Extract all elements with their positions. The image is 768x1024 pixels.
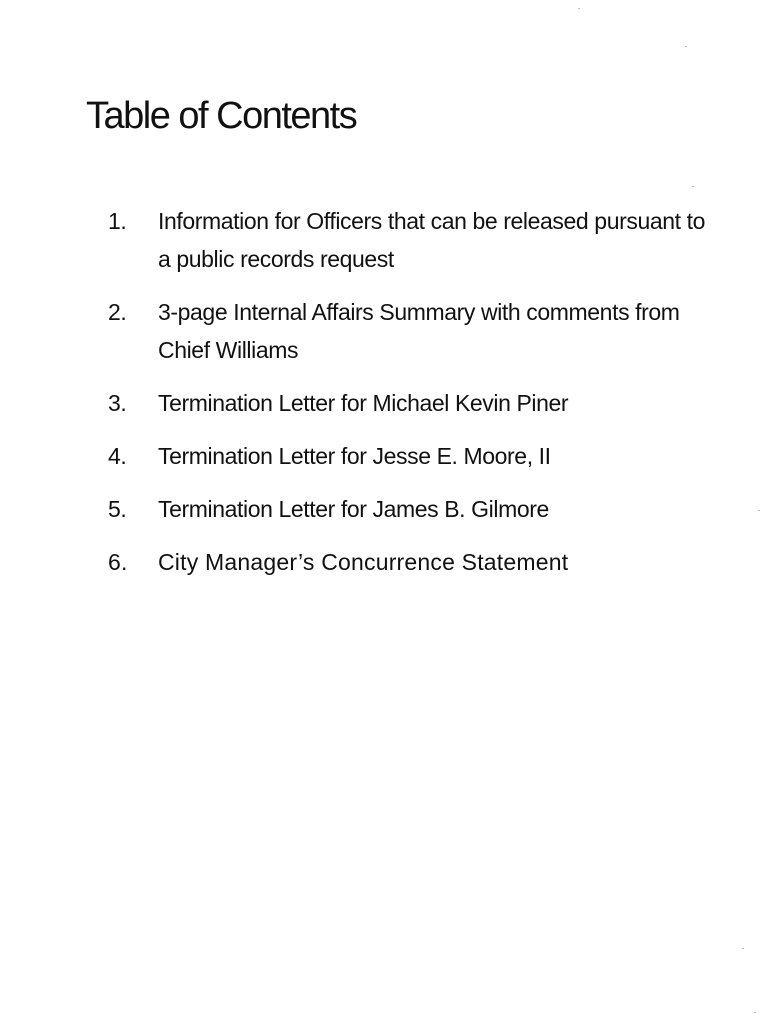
scan-speck <box>692 186 694 187</box>
toc-item-number: 4. <box>108 443 127 469</box>
scan-speck <box>754 1012 756 1013</box>
toc-item-number: 3. <box>108 390 127 416</box>
table-of-contents-list <box>108 202 708 596</box>
toc-item-text: City Manager’s Concurrence Statement <box>158 549 569 575</box>
toc-item <box>108 384 708 422</box>
toc-item-text: Termination Letter for Michael Kevin Piner <box>158 390 569 416</box>
toc-item-number: 5. <box>108 496 127 522</box>
toc-item <box>108 437 708 475</box>
toc-item <box>108 543 708 581</box>
toc-item-number: 6. <box>108 549 128 575</box>
toc-item-text: Termination Letter for James B. Gilmore <box>158 496 549 522</box>
toc-item-text: Information for Officers that can be released pursuant to a public records request <box>158 208 705 272</box>
page-title: Table of Contents <box>86 95 357 137</box>
scan-speck <box>578 8 580 9</box>
toc-item-number: 2. <box>108 299 127 325</box>
toc-item-text: 3-page Internal Affairs Summary with comments from Chief Williams <box>158 299 680 363</box>
toc-item-number: 1. <box>108 208 127 234</box>
scan-speck <box>742 948 744 949</box>
toc-item <box>108 202 708 278</box>
scan-speck <box>758 510 760 511</box>
toc-item <box>108 293 708 369</box>
scan-speck <box>685 46 687 47</box>
toc-item <box>108 490 708 528</box>
toc-item-text: Termination Letter for Jesse E. Moore, II <box>158 443 551 469</box>
